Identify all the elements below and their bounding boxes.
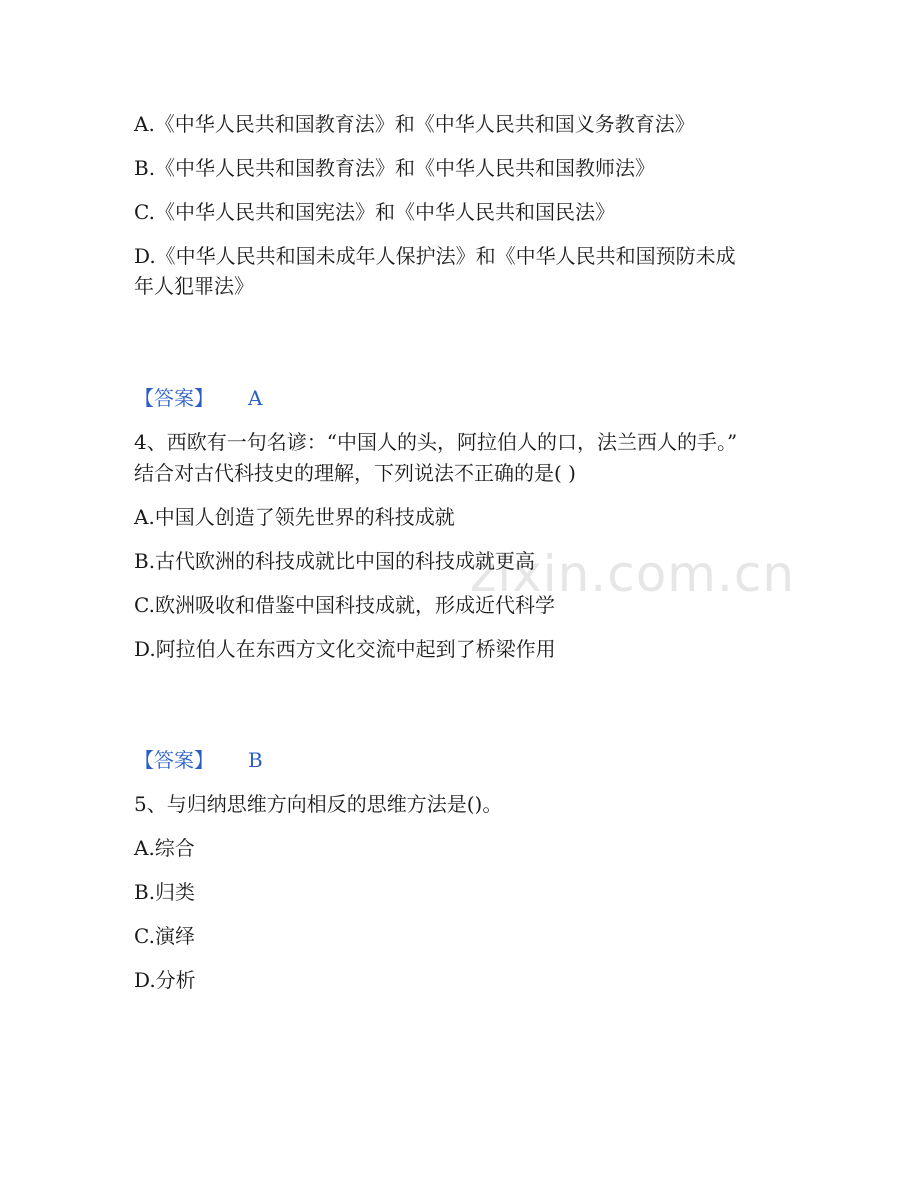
q3-option-a: A.《中华人民共和国教育法》和《中华人民共和国义务教育法》 — [134, 112, 695, 136]
q3-option-d: D.《中华人民共和国未成年人保护法》和《中华人民共和国预防未成 — [134, 244, 736, 268]
q4-stem-line2: 结合对古代科技史的理解，下列说法不正确的是( ) — [134, 461, 576, 485]
q5-option-d: D.分析 — [134, 968, 196, 992]
q3-option-c: C.《中华人民共和国宪法》和《中华人民共和国民法》 — [134, 200, 615, 224]
q5-stem: 5、与归纳思维方向相反的思维方法是()。 — [134, 792, 503, 816]
q4-option-b: B.古代欧洲的科技成就比中国的科技成就更高 — [134, 549, 536, 573]
q4-option-c: C.欧洲吸收和借鉴中国科技成就，形成近代科学 — [134, 593, 555, 617]
answer-label: 【答案】 — [134, 386, 214, 410]
q3-option-b: B.《中华人民共和国教育法》和《中华人民共和国教师法》 — [134, 156, 656, 180]
q4-option-a: A.中国人创造了领先世界的科技成就 — [134, 505, 455, 529]
q4-option-d: D.阿拉伯人在东西方文化交流中起到了桥梁作用 — [134, 637, 556, 661]
q3-option-d-continued: 年人犯罪法》 — [134, 274, 254, 298]
q5-option-a: A.综合 — [134, 836, 195, 860]
answer-label: 【答案】 — [134, 748, 214, 772]
q4-answer-value: B — [248, 748, 263, 772]
q4-answer-row — [134, 742, 800, 778]
q3-answer-value: A — [248, 386, 263, 410]
q4-stem-line1: 4、西欧有一句名谚：“中国人的头，阿拉伯人的口，法兰西人的手。” — [134, 430, 738, 454]
q5-option-c: C.演绎 — [134, 924, 195, 948]
q3-answer-row — [134, 380, 800, 416]
q5-option-b: B.归类 — [134, 880, 196, 904]
watermark: zixin.com.cn — [470, 545, 796, 603]
